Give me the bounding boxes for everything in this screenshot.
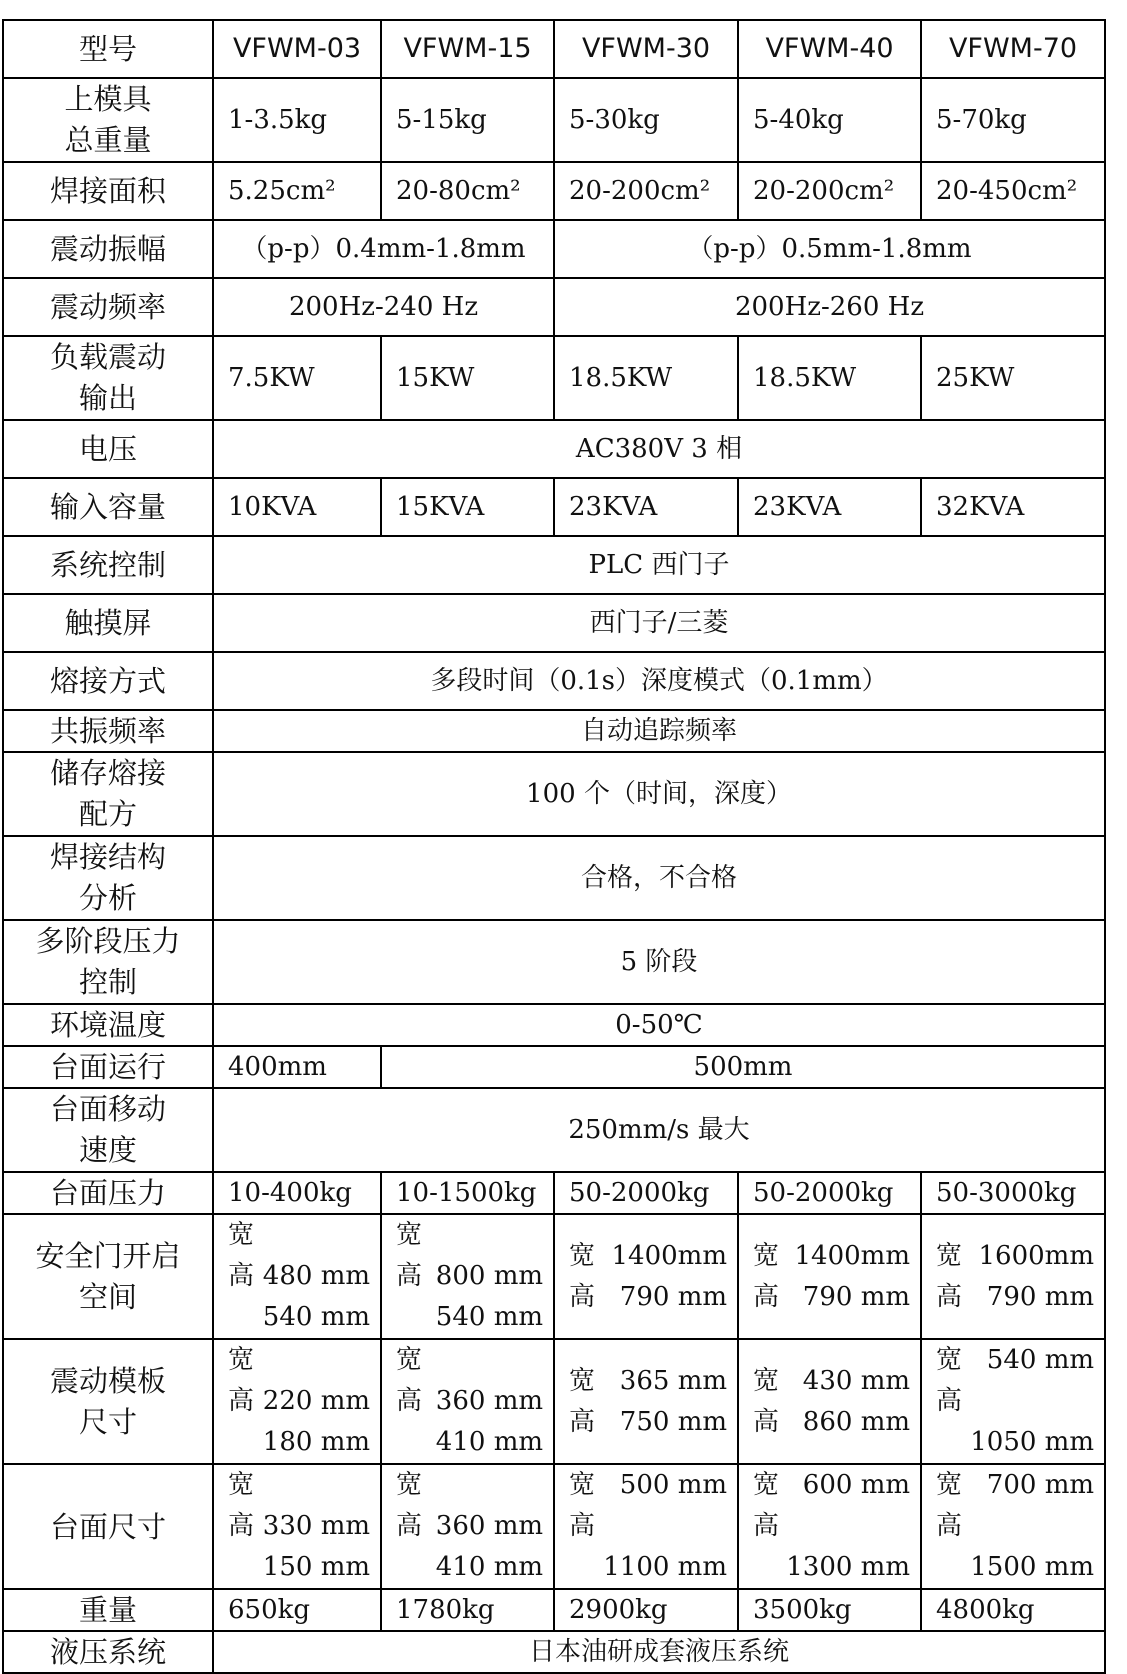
height-key: 高 bbox=[228, 1261, 255, 1291]
value-cell: 250mm/s 最大 bbox=[213, 1088, 1105, 1172]
row-label: 震动振幅 bbox=[3, 220, 213, 278]
dim-cell bbox=[921, 1339, 1105, 1464]
dim-cell bbox=[554, 1464, 738, 1589]
dim-cell bbox=[921, 1464, 1105, 1589]
row-label: 重量 bbox=[3, 1589, 213, 1631]
row-label: 焊接面积 bbox=[3, 162, 213, 220]
height-key: 高 bbox=[228, 1386, 255, 1416]
row-label bbox=[3, 336, 213, 420]
value-cell: 400mm bbox=[213, 1046, 381, 1088]
width-value: 500 mm bbox=[619, 1470, 727, 1500]
width-key: 宽 bbox=[396, 1220, 423, 1250]
value-cell: 2900kg bbox=[554, 1589, 738, 1631]
value-cell: 5 阶段 bbox=[213, 920, 1105, 1004]
model-cell: VFWM-15 bbox=[381, 20, 554, 78]
value-cell: （p-p）0.5mm-1.8mm bbox=[554, 220, 1105, 278]
dim-cell bbox=[381, 1214, 554, 1339]
width-key: 宽 bbox=[753, 1365, 780, 1396]
amplitude-row bbox=[3, 220, 1105, 278]
value-cell: 18.5KW bbox=[738, 336, 921, 420]
value-cell: 多段时间（0.1s）深度模式（0.1mm） bbox=[213, 652, 1105, 710]
row-label: 系统控制 bbox=[3, 536, 213, 594]
height-value: 860 mm bbox=[802, 1406, 910, 1437]
row-label: 液压系统 bbox=[3, 1631, 213, 1673]
plate-size-row bbox=[3, 1339, 1105, 1464]
touch-screen-row bbox=[3, 594, 1105, 652]
height-key: 高 bbox=[936, 1511, 963, 1541]
value-cell: 650kg bbox=[213, 1589, 381, 1631]
model-cell: VFWM-30 bbox=[554, 20, 738, 78]
row-label: 触摸屏 bbox=[3, 594, 213, 652]
label-line: 控制 bbox=[78, 965, 137, 999]
label-line: 负载震动 bbox=[49, 340, 166, 374]
value-cell: 50-3000kg bbox=[921, 1172, 1105, 1214]
height-key: 高 bbox=[569, 1511, 596, 1541]
value-cell: 0-50℃ bbox=[213, 1004, 1105, 1046]
width-value: 1600mm bbox=[978, 1240, 1094, 1271]
value-cell: 1780kg bbox=[381, 1589, 554, 1631]
frequency-row bbox=[3, 278, 1105, 336]
value-cell: （p-p）0.4mm-1.8mm bbox=[213, 220, 554, 278]
width-value: 365 mm bbox=[619, 1365, 727, 1396]
height-value: 790 mm bbox=[619, 1281, 727, 1312]
spec-table bbox=[2, 19, 1106, 1674]
hydraulic-row bbox=[3, 1631, 1105, 1673]
value-cell: 50-2000kg bbox=[554, 1172, 738, 1214]
row-label bbox=[3, 1339, 213, 1464]
value-cell: 10-400kg bbox=[213, 1172, 381, 1214]
table-travel-row bbox=[3, 1046, 1105, 1088]
system-control-row bbox=[3, 536, 1105, 594]
label-line: 配方 bbox=[78, 797, 137, 831]
model-label: 型号 bbox=[3, 20, 213, 78]
width-key: 宽 bbox=[569, 1365, 596, 1396]
value-cell: 20-200cm² bbox=[554, 162, 738, 220]
dim-cell bbox=[381, 1464, 554, 1589]
label-line: 安全门开启 bbox=[35, 1238, 181, 1273]
value-cell: 200Hz-240 Hz bbox=[213, 278, 554, 336]
pressure-stages-row bbox=[3, 920, 1105, 1004]
height-key: 高 bbox=[569, 1406, 596, 1437]
dim-cell bbox=[213, 1339, 381, 1464]
value-cell: AC380V 3 相 bbox=[213, 420, 1105, 478]
value-cell: PLC 西门子 bbox=[213, 536, 1105, 594]
height-key: 高 bbox=[396, 1511, 423, 1541]
mold-weight-row bbox=[3, 78, 1105, 162]
width-value: 220 mm bbox=[262, 1386, 370, 1416]
width-value: 1400mm bbox=[611, 1240, 727, 1271]
row-label: 台面运行 bbox=[3, 1046, 213, 1088]
height-key: 高 bbox=[396, 1261, 423, 1291]
resonance-row bbox=[3, 710, 1105, 752]
width-key: 宽 bbox=[569, 1470, 596, 1500]
value-cell: 7.5KW bbox=[213, 336, 381, 420]
model-cell: VFWM-40 bbox=[738, 20, 921, 78]
width-value: 700 mm bbox=[986, 1470, 1094, 1500]
ambient-temp-row bbox=[3, 1004, 1105, 1046]
row-label: 熔接方式 bbox=[3, 652, 213, 710]
width-key: 宽 bbox=[569, 1240, 596, 1271]
value-cell: 1-3.5kg bbox=[213, 78, 381, 162]
input-capacity-row bbox=[3, 478, 1105, 536]
height-key: 高 bbox=[753, 1281, 780, 1312]
row-label: 台面尺寸 bbox=[3, 1464, 213, 1589]
value-cell: 5-15kg bbox=[381, 78, 554, 162]
width-value: 480 mm bbox=[262, 1261, 370, 1291]
value-cell: 合格，不合格 bbox=[213, 836, 1105, 920]
value-cell: 25KW bbox=[921, 336, 1105, 420]
height-value: 790 mm bbox=[802, 1281, 910, 1312]
row-label: 电压 bbox=[3, 420, 213, 478]
label-line: 空间 bbox=[78, 1279, 137, 1314]
label-line: 多阶段压力 bbox=[35, 924, 181, 958]
value-cell: 23KVA bbox=[738, 478, 921, 536]
height-value: 410 mm bbox=[435, 1427, 543, 1457]
width-value: 540 mm bbox=[986, 1345, 1094, 1375]
value-cell: 10-1500kg bbox=[381, 1172, 554, 1214]
table-pressure-row bbox=[3, 1172, 1105, 1214]
value-cell: 18.5KW bbox=[554, 336, 738, 420]
width-value: 360 mm bbox=[435, 1511, 543, 1541]
recipes-row bbox=[3, 752, 1105, 836]
value-cell: 50-2000kg bbox=[738, 1172, 921, 1214]
value-cell: 200Hz-260 Hz bbox=[554, 278, 1105, 336]
width-value: 600 mm bbox=[802, 1470, 910, 1500]
label-line: 焊接结构 bbox=[49, 840, 166, 874]
value-cell: 日本油研成套液压系统 bbox=[213, 1631, 1105, 1673]
dim-cell bbox=[921, 1214, 1105, 1339]
width-key: 宽 bbox=[936, 1345, 963, 1375]
row-label: 共振频率 bbox=[3, 710, 213, 752]
weld-mode-row bbox=[3, 652, 1105, 710]
dim-cell bbox=[554, 1214, 738, 1339]
label-line: 震动模板 bbox=[49, 1363, 166, 1398]
height-value: 410 mm bbox=[435, 1552, 543, 1582]
width-key: 宽 bbox=[753, 1470, 780, 1500]
value-cell: 20-200cm² bbox=[738, 162, 921, 220]
model-cell: VFWM-70 bbox=[921, 20, 1105, 78]
value-cell: 5-70kg bbox=[921, 78, 1105, 162]
height-value: 1050 mm bbox=[970, 1427, 1094, 1457]
value-cell: 西门子/三菱 bbox=[213, 594, 1105, 652]
row-label bbox=[3, 78, 213, 162]
width-key: 宽 bbox=[228, 1470, 255, 1500]
row-label bbox=[3, 752, 213, 836]
row-label: 台面压力 bbox=[3, 1172, 213, 1214]
value-cell: 自动追踪频率 bbox=[213, 710, 1105, 752]
value-cell: 3500kg bbox=[738, 1589, 921, 1631]
height-key: 高 bbox=[753, 1511, 780, 1541]
width-key: 宽 bbox=[936, 1470, 963, 1500]
dim-cell bbox=[213, 1214, 381, 1339]
height-value: 540 mm bbox=[435, 1302, 543, 1332]
height-key: 高 bbox=[753, 1406, 780, 1437]
weld-area-row bbox=[3, 162, 1105, 220]
height-value: 790 mm bbox=[986, 1281, 1094, 1312]
value-cell: 5-40kg bbox=[738, 78, 921, 162]
row-label bbox=[3, 920, 213, 1004]
label-line: 分析 bbox=[78, 881, 137, 915]
height-key: 高 bbox=[569, 1281, 596, 1312]
height-key: 高 bbox=[936, 1281, 963, 1312]
dim-cell bbox=[738, 1214, 921, 1339]
header-row bbox=[3, 20, 1105, 78]
dim-cell bbox=[381, 1339, 554, 1464]
dim-cell bbox=[554, 1339, 738, 1464]
height-value: 1100 mm bbox=[603, 1552, 727, 1582]
height-value: 750 mm bbox=[619, 1406, 727, 1437]
table-size-row bbox=[3, 1464, 1105, 1589]
height-key: 高 bbox=[936, 1386, 963, 1416]
height-value: 540 mm bbox=[262, 1302, 370, 1332]
analysis-row bbox=[3, 836, 1105, 920]
width-value: 800 mm bbox=[435, 1261, 543, 1291]
value-cell: 20-80cm² bbox=[381, 162, 554, 220]
voltage-row bbox=[3, 420, 1105, 478]
dim-cell bbox=[738, 1339, 921, 1464]
row-label bbox=[3, 1088, 213, 1172]
width-key: 宽 bbox=[228, 1220, 255, 1250]
height-value: 1300 mm bbox=[786, 1552, 910, 1582]
value-cell: 500mm bbox=[381, 1046, 1105, 1088]
label-line: 储存熔接 bbox=[49, 756, 166, 790]
value-cell: 4800kg bbox=[921, 1589, 1105, 1631]
height-key: 高 bbox=[228, 1511, 255, 1541]
width-value: 330 mm bbox=[262, 1511, 370, 1541]
row-label: 输入容量 bbox=[3, 478, 213, 536]
row-label: 震动频率 bbox=[3, 278, 213, 336]
value-cell: 15KW bbox=[381, 336, 554, 420]
label-line: 台面移动 bbox=[49, 1092, 166, 1126]
value-cell: 10KVA bbox=[213, 478, 381, 536]
model-cell: VFWM-03 bbox=[213, 20, 381, 78]
width-value: 1400mm bbox=[794, 1240, 910, 1271]
value-cell: 23KVA bbox=[554, 478, 738, 536]
value-cell: 15KVA bbox=[381, 478, 554, 536]
width-key: 宽 bbox=[396, 1470, 423, 1500]
height-key: 高 bbox=[396, 1386, 423, 1416]
height-value: 150 mm bbox=[262, 1552, 370, 1582]
value-cell: 100 个（时间，深度） bbox=[213, 752, 1105, 836]
row-label bbox=[3, 1214, 213, 1339]
width-key: 宽 bbox=[936, 1240, 963, 1271]
row-label bbox=[3, 836, 213, 920]
row-label: 环境温度 bbox=[3, 1004, 213, 1046]
height-value: 180 mm bbox=[262, 1427, 370, 1457]
label-line: 尺寸 bbox=[78, 1404, 137, 1439]
value-cell: 5.25cm² bbox=[213, 162, 381, 220]
width-value: 360 mm bbox=[435, 1386, 543, 1416]
width-key: 宽 bbox=[753, 1240, 780, 1271]
width-key: 宽 bbox=[396, 1345, 423, 1375]
value-cell: 32KVA bbox=[921, 478, 1105, 536]
dim-cell bbox=[213, 1464, 381, 1589]
height-value: 1500 mm bbox=[970, 1552, 1094, 1582]
dim-cell bbox=[738, 1464, 921, 1589]
door-space-row bbox=[3, 1214, 1105, 1339]
load-output-row bbox=[3, 336, 1105, 420]
table-speed-row bbox=[3, 1088, 1105, 1172]
label-line: 总重量 bbox=[64, 123, 152, 157]
label-line: 输出 bbox=[78, 381, 137, 415]
weight-row bbox=[3, 1589, 1105, 1631]
value-cell: 5-30kg bbox=[554, 78, 738, 162]
label-line: 上模具 bbox=[64, 82, 152, 116]
label-line: 速度 bbox=[78, 1133, 137, 1167]
width-key: 宽 bbox=[228, 1345, 255, 1375]
value-cell: 20-450cm² bbox=[921, 162, 1105, 220]
width-value: 430 mm bbox=[802, 1365, 910, 1396]
